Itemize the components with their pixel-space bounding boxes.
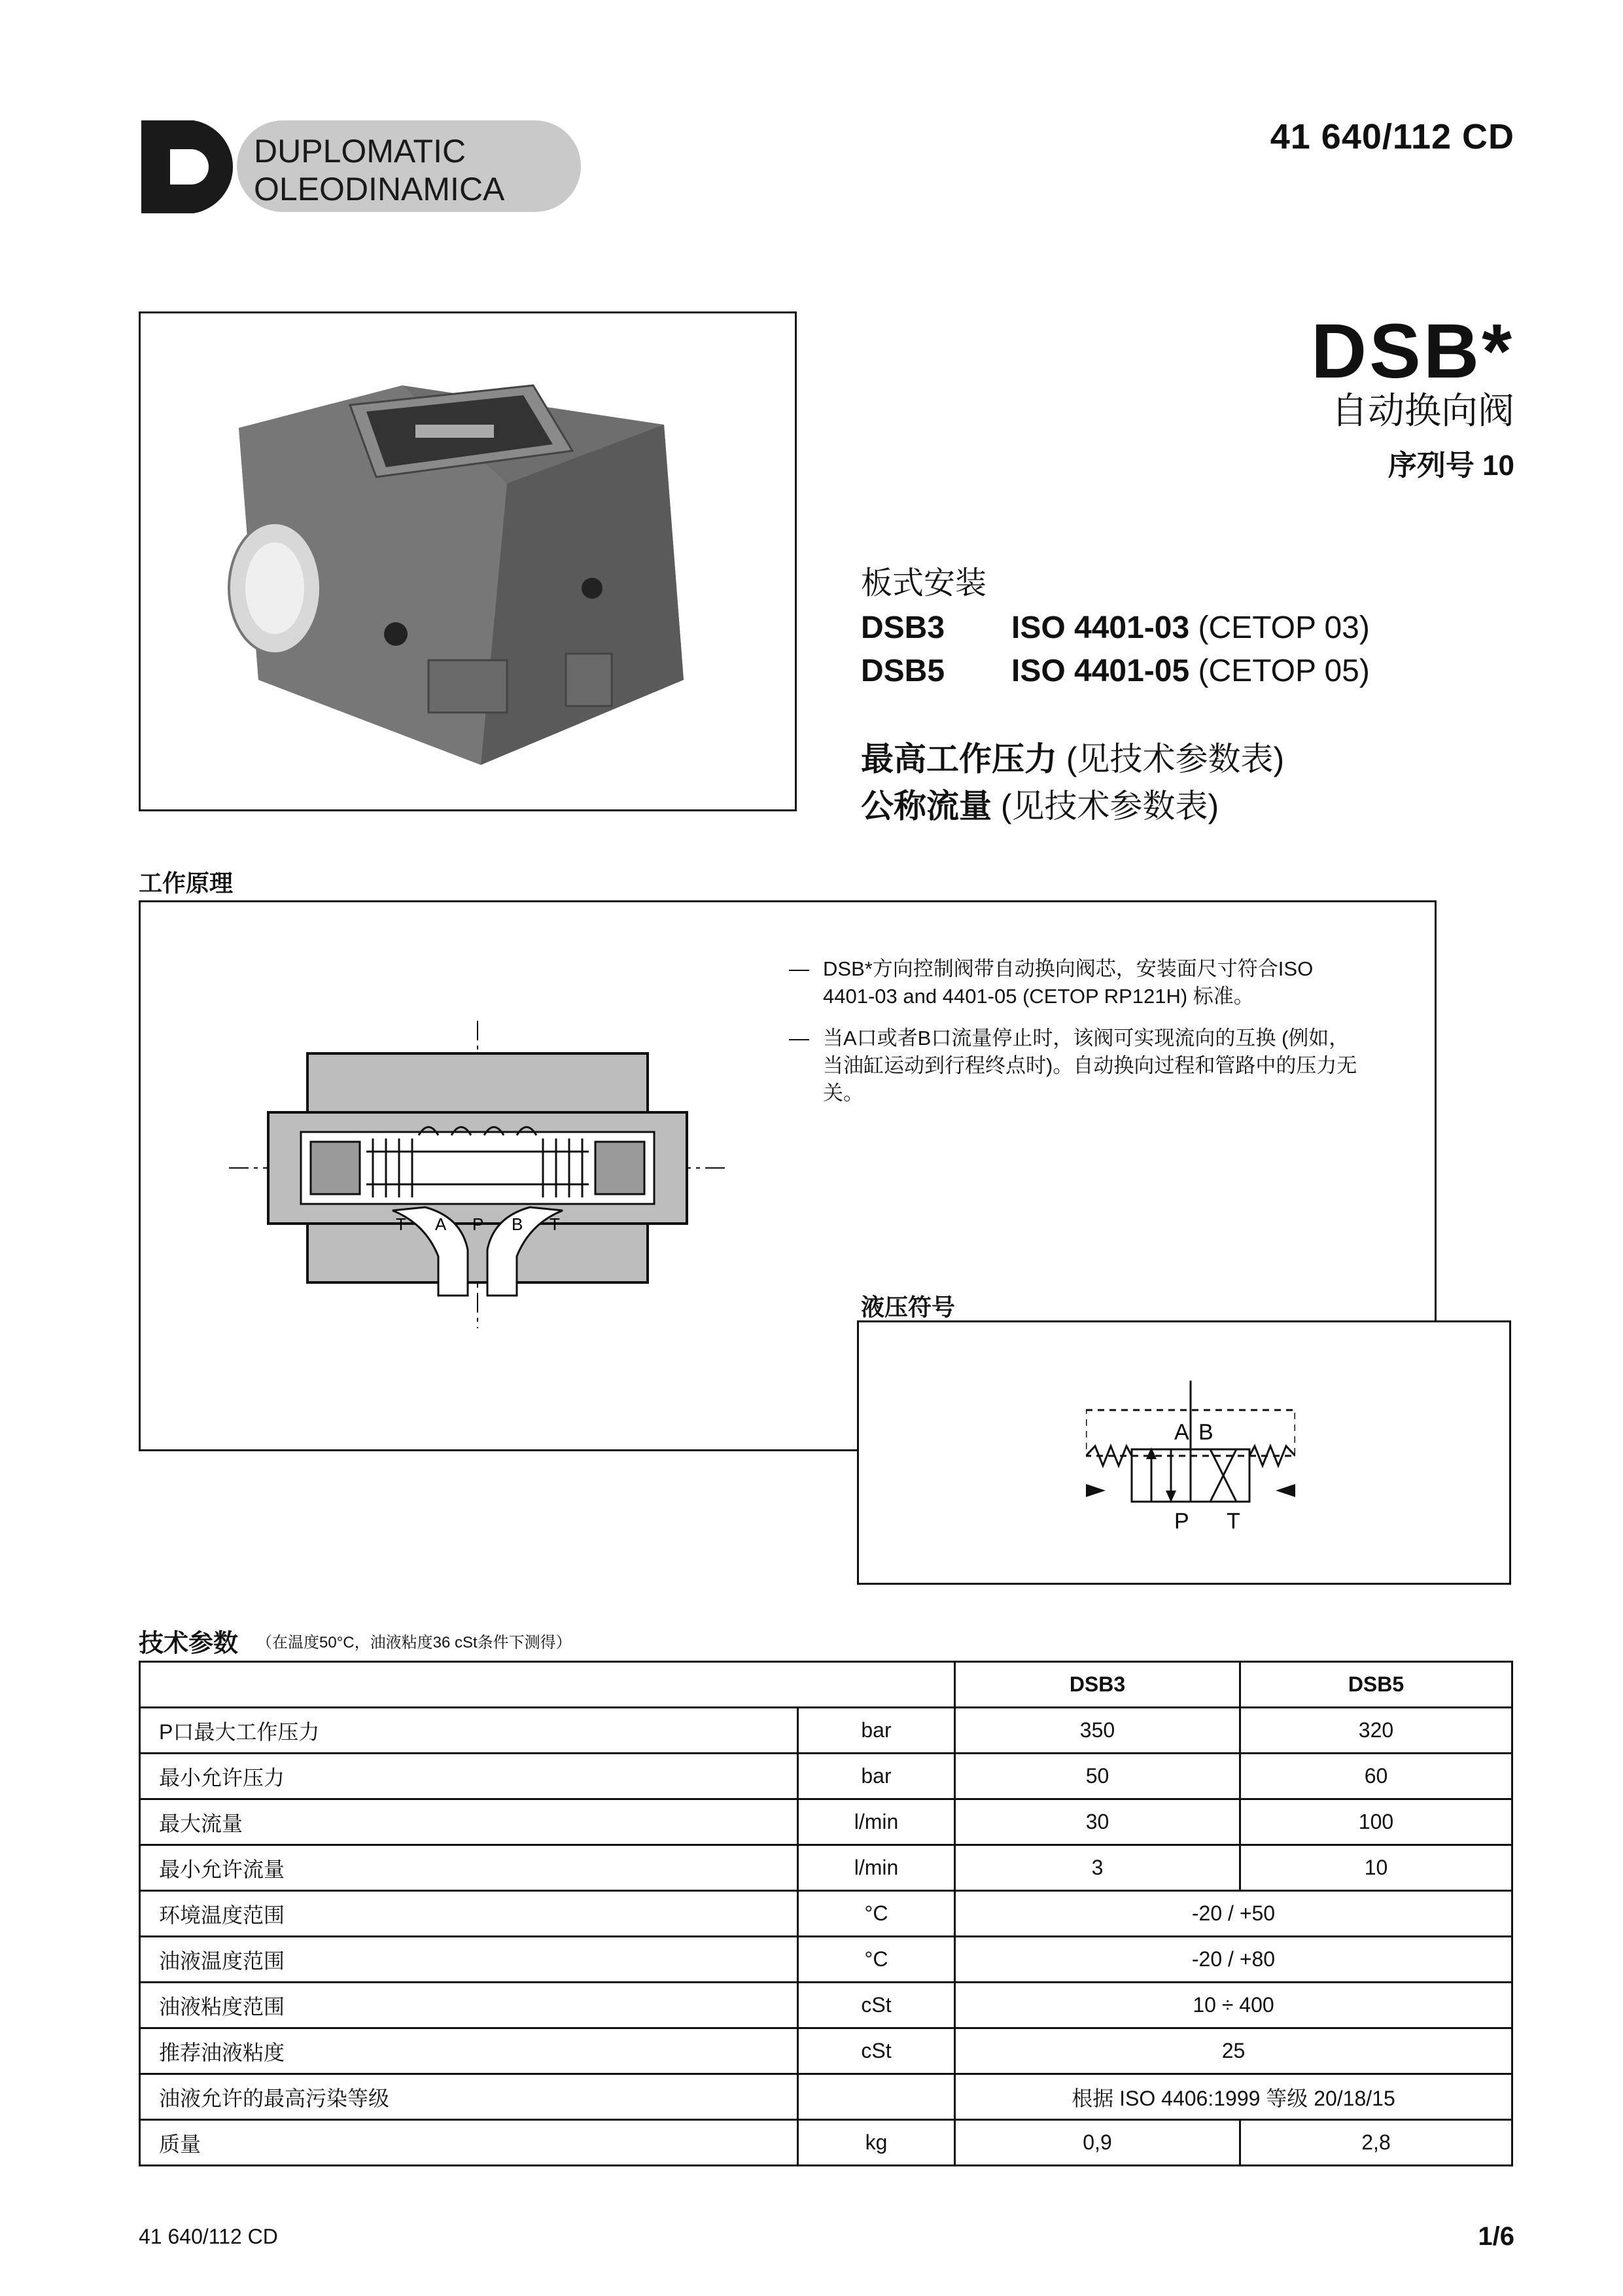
product-photo [139, 311, 797, 811]
hydraulic-symbol [1086, 1374, 1295, 1531]
table-row [140, 1754, 1512, 1799]
port-label-t2: T [550, 1214, 560, 1234]
page-number: 1/6 [1478, 2222, 1514, 2251]
row-dsb5: 2,8 [1240, 2120, 1512, 2166]
principle-heading: 工作原理 [139, 870, 234, 896]
row-label: 质量 [140, 2120, 798, 2166]
row-both: -20 / +80 [955, 1937, 1512, 1983]
model-code: DSB3 [861, 610, 945, 645]
model-line-dsb3 [861, 612, 1370, 644]
row-unit: °C [798, 1937, 955, 1983]
document-number: 41 640/112 CD [1270, 117, 1514, 156]
product-series: 序列号 10 [1387, 450, 1514, 482]
row-dsb5: 100 [1240, 1799, 1512, 1845]
table-row [140, 1708, 1512, 1754]
row-unit [798, 2074, 955, 2120]
table-row [140, 1983, 1512, 2028]
row-unit: cSt [798, 2028, 955, 2074]
row-label: 最小允许压力 [140, 1754, 798, 1799]
row-label: 最大流量 [140, 1799, 798, 1845]
row-dsb3: 350 [955, 1708, 1240, 1754]
nominal-flow-label: 公称流量 [861, 788, 992, 824]
footer-doc-number: 41 640/112 CD [139, 2225, 278, 2248]
row-unit: bar [798, 1754, 955, 1799]
principle-bullet-1 [789, 955, 1365, 1010]
tech-table [139, 1661, 1513, 2166]
symbol-port-b: B [1198, 1420, 1213, 1445]
model-code: DSB5 [861, 654, 945, 688]
symbol-heading: 液压符号 [861, 1294, 956, 1320]
table-row [140, 2074, 1512, 2120]
row-label: 环境温度范围 [140, 1891, 798, 1937]
row-label: 推荐油液粘度 [140, 2028, 798, 2074]
row-dsb3: 3 [955, 1845, 1240, 1891]
row-label: 油液温度范围 [140, 1937, 798, 1983]
max-pressure-note: (见技术参数表) [1066, 741, 1285, 777]
model-line-dsb5 [861, 656, 1370, 687]
model-iso: ISO 4401-05 [1011, 654, 1190, 688]
nominal-flow-line [861, 780, 1219, 827]
row-dsb3: 0,9 [955, 2120, 1240, 2166]
product-code: DSB* [1310, 308, 1514, 395]
product-name: 自动换向阀 [1331, 390, 1514, 431]
model-iso: ISO 4401-03 [1011, 610, 1190, 645]
row-dsb3: 30 [955, 1799, 1240, 1845]
symbol-port-p: P [1174, 1509, 1189, 1531]
symbol-port-t: T [1227, 1509, 1240, 1531]
row-dsb5: 10 [1240, 1845, 1512, 1891]
tech-note: （在温度50°C，油液粘度36 cSt条件下测得） [256, 1634, 572, 1651]
row-unit: l/min [798, 1799, 955, 1845]
row-unit: bar [798, 1708, 955, 1754]
row-label: 油液允许的最高污染等级 [140, 2074, 798, 2120]
tech-heading: 技术参数 [139, 1630, 239, 1657]
table-row [140, 2028, 1512, 2074]
max-pressure-line [861, 733, 1284, 780]
bullet-dash: — [789, 957, 809, 980]
table-row [140, 1937, 1512, 1983]
row-dsb3: 50 [955, 1754, 1240, 1799]
row-both: -20 / +50 [955, 1891, 1512, 1937]
table-row [140, 1845, 1512, 1891]
row-unit: °C [798, 1891, 955, 1937]
model-cetop: (CETOP 03) [1198, 610, 1370, 645]
max-pressure-label: 最高工作压力 [861, 741, 1057, 777]
row-unit: kg [798, 2120, 955, 2166]
bullet-text: 当A口或者B口流量停止时，该阀可实现流向的互换 (例如，当油缸运动到行程终点时)。自动换向过程和管路中的压力无关。 [823, 1027, 1357, 1104]
port-label-t: T [396, 1214, 406, 1234]
row-dsb5: 60 [1240, 1754, 1512, 1799]
table-row [140, 1891, 1512, 1937]
row-label: 最小允许流量 [140, 1845, 798, 1891]
model-cetop: (CETOP 05) [1198, 654, 1370, 688]
bullet-text: DSB*方向控制阀带自动换向阀芯，安装面尺寸符合ISO 4401-03 and 4401-05 (CETOP RP121H) 标准。 [823, 957, 1314, 1008]
port-label-p: P [472, 1214, 484, 1234]
table-row [140, 1799, 1512, 1845]
mounting-type: 板式安装 [861, 566, 987, 601]
table-header-dsb3: DSB3 [955, 1662, 1240, 1708]
port-label-b: B [512, 1214, 523, 1234]
row-unit: cSt [798, 1983, 955, 2028]
company-logo [139, 118, 584, 216]
port-label-a: A [435, 1214, 447, 1234]
table-header-row [140, 1662, 1512, 1708]
bullet-dash: — [789, 1027, 809, 1050]
table-header-dsb5: DSB5 [1240, 1662, 1512, 1708]
logo-line-2: OLEODINAMICA [254, 171, 505, 207]
row-both: 根据 ISO 4406:1999 等级 20/18/15 [955, 2074, 1512, 2120]
row-label: 油液粘度范围 [140, 1983, 798, 2028]
table-row [140, 2120, 1512, 2166]
nominal-flow-note: (见技术参数表) [1000, 788, 1219, 824]
row-both: 25 [955, 2028, 1512, 2074]
row-label: P口最大工作压力 [140, 1708, 798, 1754]
row-dsb5: 320 [1240, 1708, 1512, 1754]
symbol-port-a: A [1174, 1420, 1189, 1445]
table-header-blank [140, 1662, 955, 1708]
valve-section-drawing [229, 1021, 726, 1328]
logo-line-1: DUPLOMATIC [254, 133, 466, 169]
row-both: 10 ÷ 400 [955, 1983, 1512, 2028]
principle-bullet-2 [789, 1025, 1365, 1107]
row-unit: l/min [798, 1845, 955, 1891]
